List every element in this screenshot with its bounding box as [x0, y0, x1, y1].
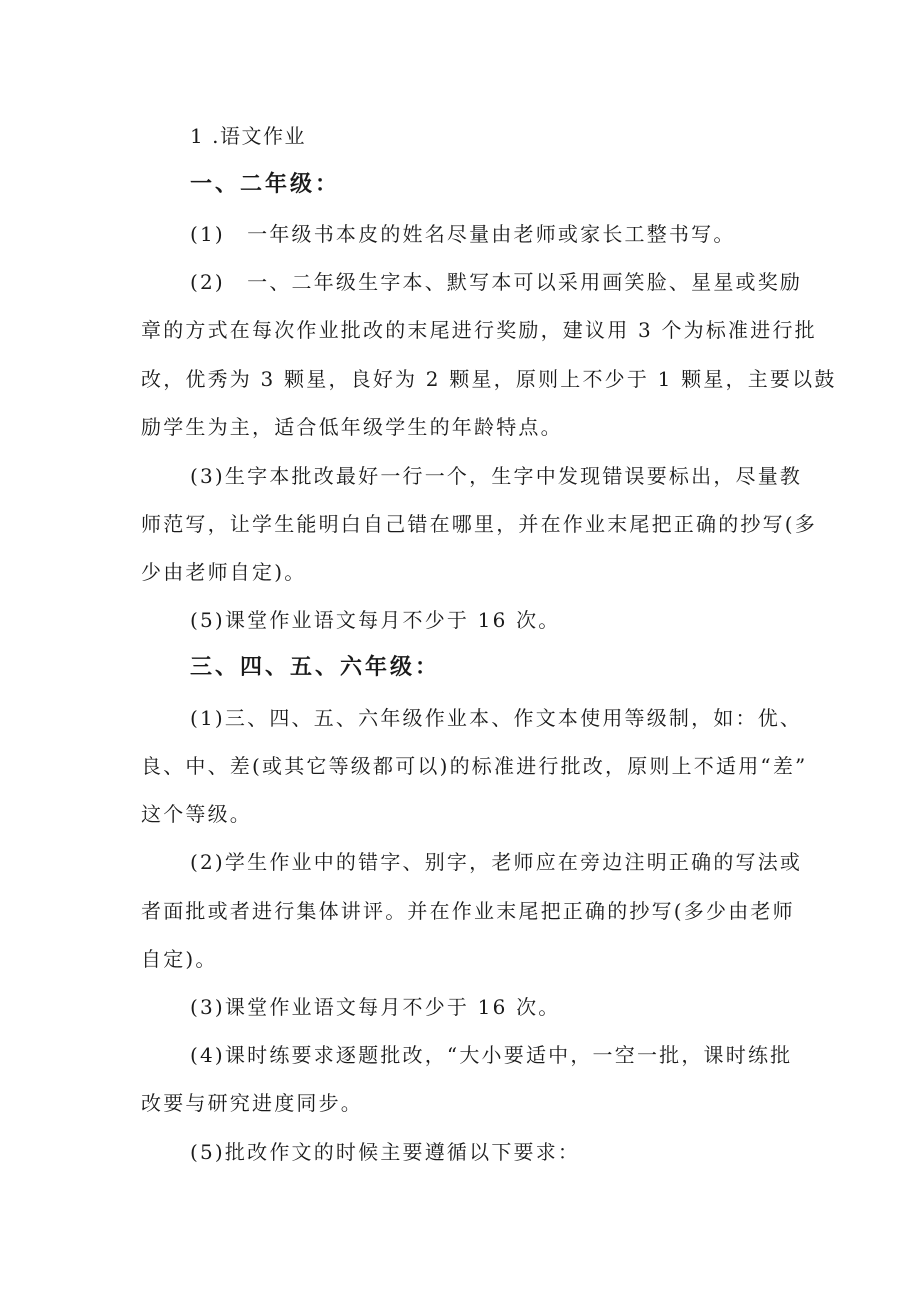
grade3to6-item-2-line: (2)学生作业中的错字、别字，老师应在旁边注明正确的写法或 [190, 850, 803, 874]
grade3to6-item-2-line: 者面批或者进行集体讲评。并在作业末尾把正确的抄写(多少由老师 [141, 899, 795, 923]
grade3to6-item-5: (5)批改作文的时候主要遵循以下要求： [190, 1140, 581, 1164]
grade2-item-3-line: (3)生字本批改最好一行一个，生字中发现错误要标出，尽量教 [190, 464, 803, 488]
grade2-item-3-line: 师范写，让学生能明白自己错在哪里，并在作业末尾把正确的抄写(多 [141, 512, 818, 536]
grade3to6-item-1-line: 这个等级。 [141, 802, 252, 826]
grade3to6-item-4-line: 改要与研究进度同步。 [141, 1091, 363, 1115]
grade3to6-heading: 三、四、五、六年级： [190, 655, 441, 680]
grade2-item-2-line: 章的方式在每次作业批改的末尾进行奖励，建议用 3 个为标准进行批 [141, 318, 817, 342]
section-title: 1 .语文作业 [190, 124, 306, 148]
grade3to6-item-2-line: 自定)。 [141, 947, 218, 971]
grade3to6-item-1-line: 良、中、差(或其它等级都可以)的标准进行批改，原则上不适用“差” [141, 754, 808, 778]
grade2-item-3-line: 少由老师自定)。 [141, 560, 307, 584]
grade2-item-5: (5)课堂作业语文每月不少于 16 次。 [190, 608, 561, 632]
grade2-heading: 一、二年级： [190, 172, 341, 197]
grade3to6-item-3: (3)课堂作业语文每月不少于 16 次。 [190, 995, 561, 1019]
grade3to6-item-4-line: (4)课时练要求逐题批改，“大小要适中，一空一批，课时练批 [190, 1043, 793, 1067]
grade3to6-item-1-line: (1)三、四、五、六年级作业本、作文本使用等级制，如：优、 [190, 706, 803, 730]
grade2-item-2-line: 励学生为主，适合低年级学生的年龄特点。 [141, 415, 563, 439]
grade2-item-1: (1) 一年级书本皮的姓名尽量由老师或家长工整书写。 [190, 222, 736, 246]
grade2-item-2-line: (2) 一、二年级生字本、默写本可以采用画笑脸、星星或奖励 [190, 270, 803, 294]
grade2-item-2-line: 改，优秀为 3 颗星，良好为 2 颗星，原则上不少于 1 颗星，主要以鼓 [141, 367, 837, 391]
